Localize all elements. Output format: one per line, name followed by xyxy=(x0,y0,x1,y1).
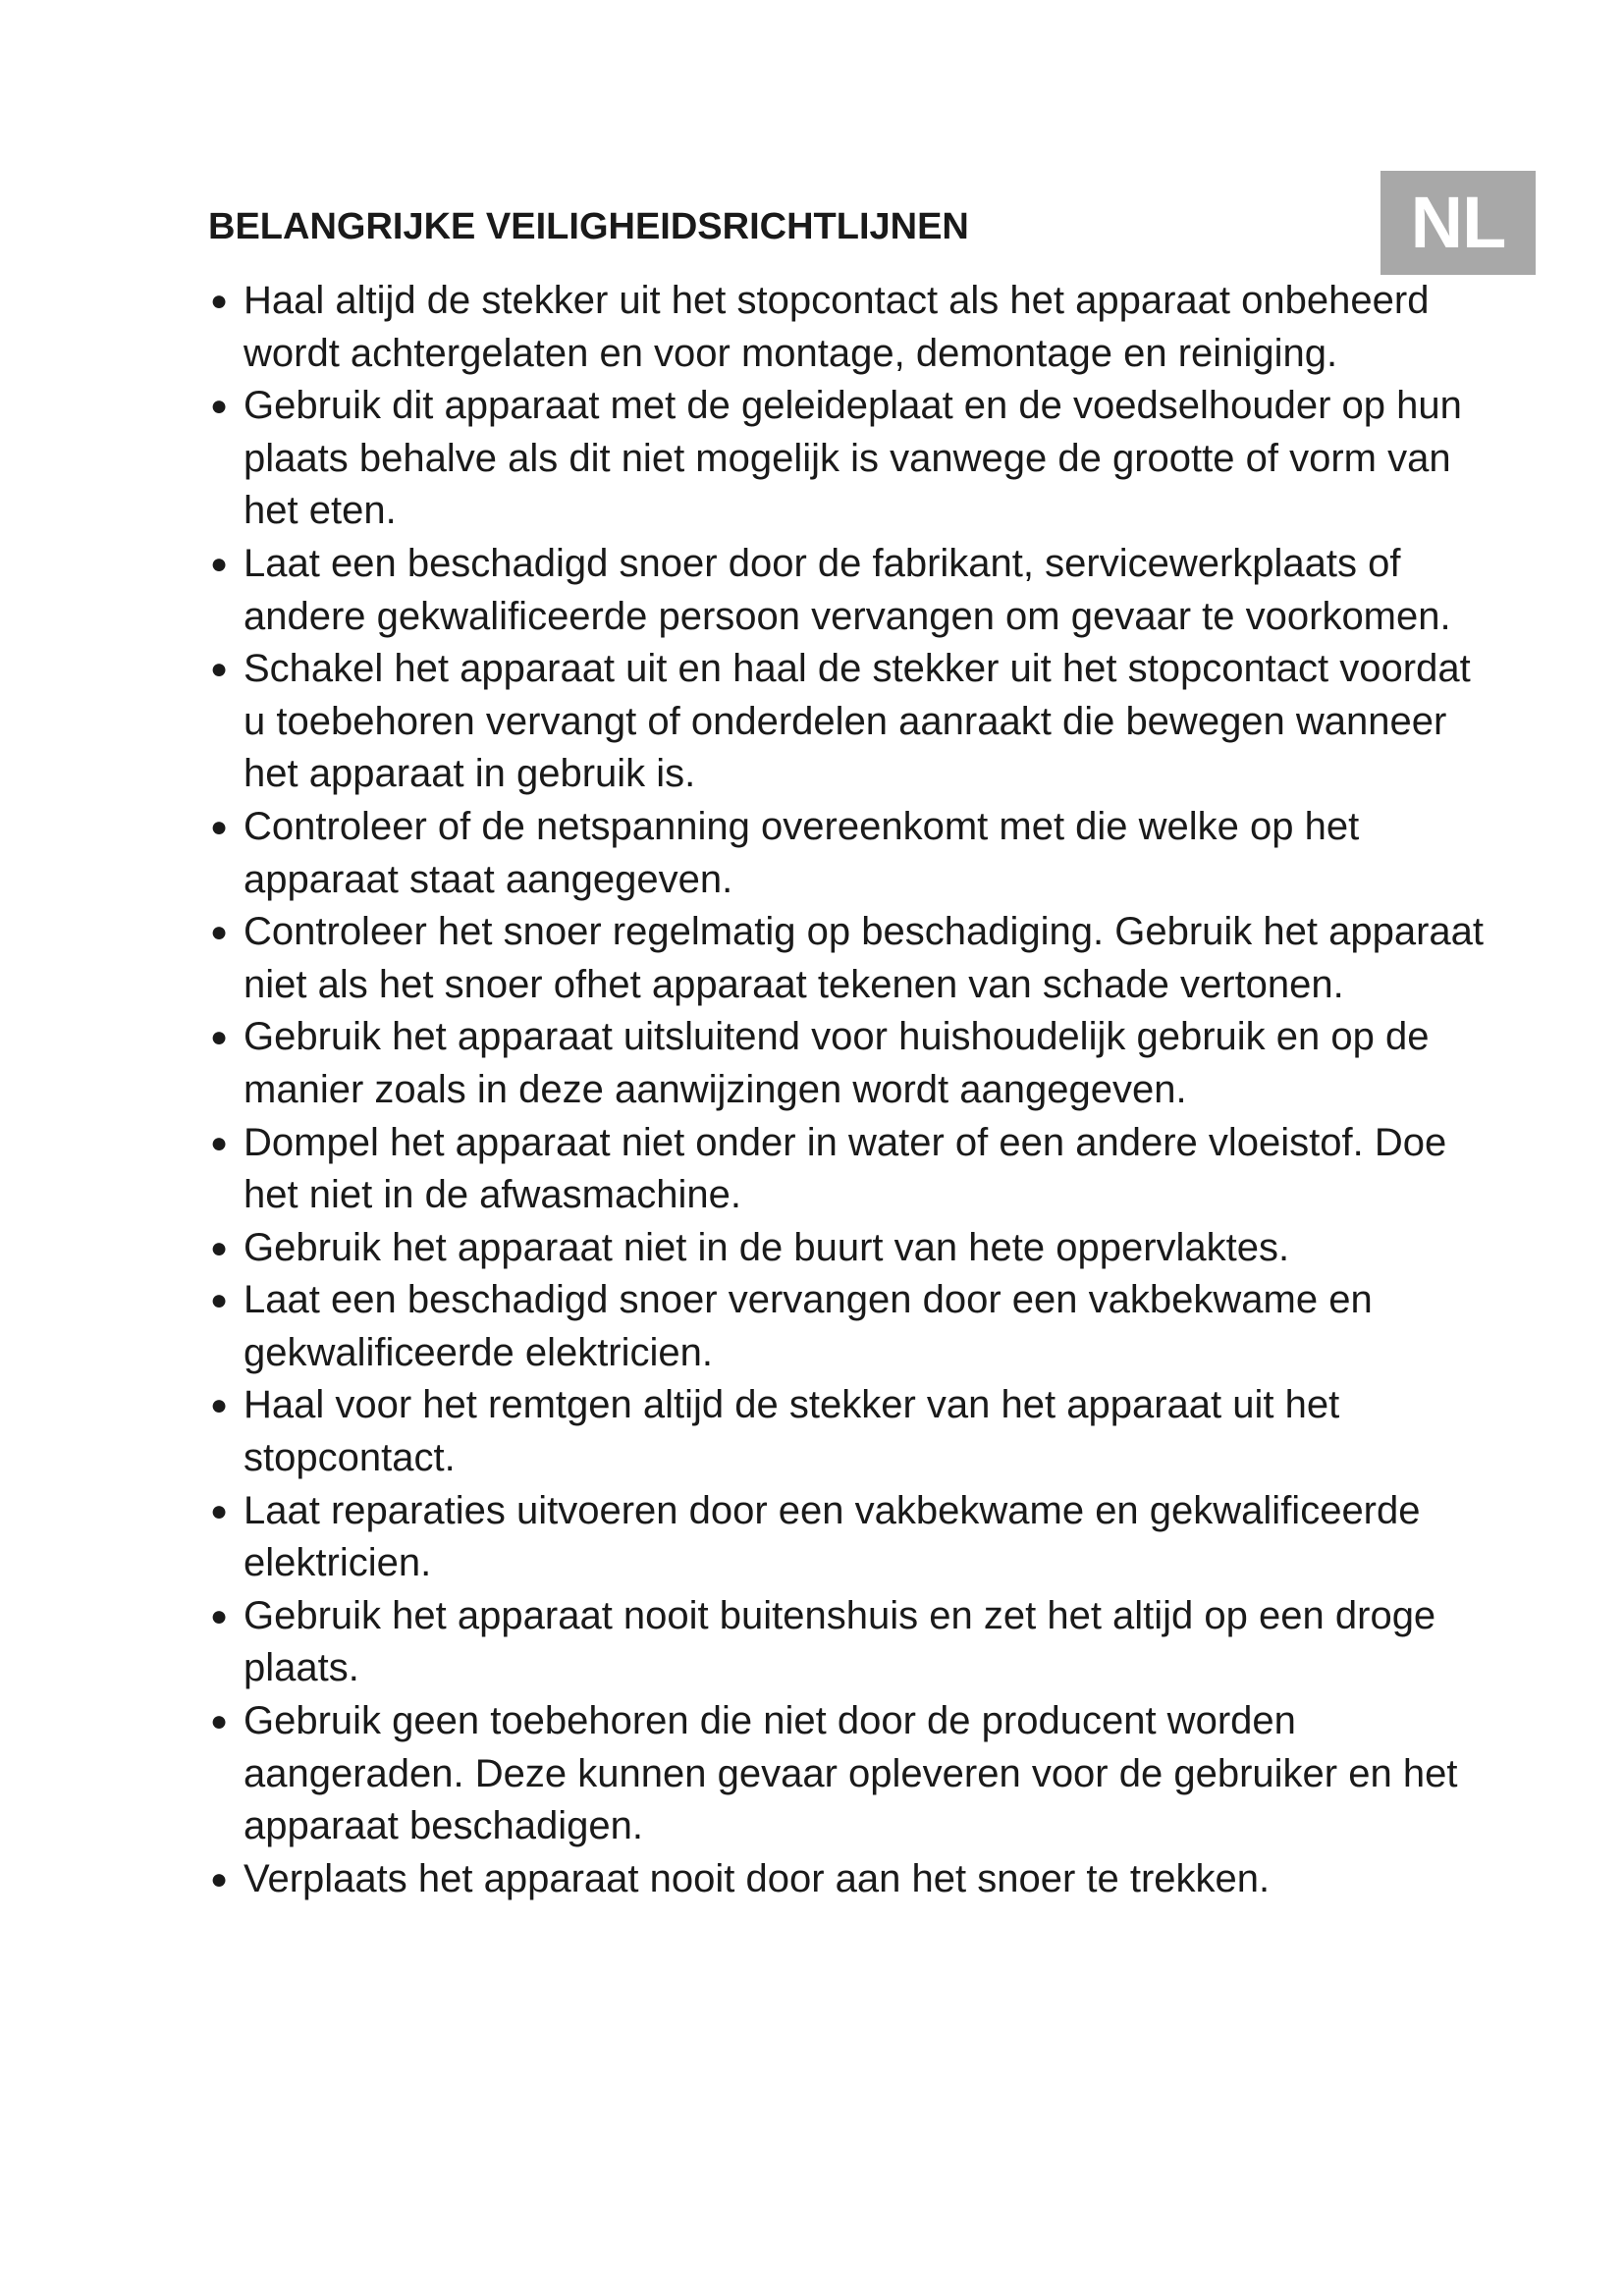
bullet-icon: ● xyxy=(210,1389,229,1422)
bullet-icon: ● xyxy=(210,653,229,686)
bullet-icon: ● xyxy=(210,1126,229,1159)
list-item-text: Controleer of de netspanning overeenkomt met die welke op het apparaat staat aangegeven. xyxy=(244,804,1360,901)
list-item xyxy=(208,380,1485,538)
bullet-icon: ● xyxy=(210,810,229,843)
list-item xyxy=(208,1590,1485,1695)
language-badge: NL xyxy=(1380,171,1536,275)
list-item-text: Laat een beschadigd snoer door de fabrikant, servicewerkplaats of andere gekwalificeerde persoon vervangen om gevaar te voorkomen. xyxy=(244,541,1451,638)
list-item xyxy=(208,1379,1485,1484)
list-item-text: Gebruik het apparaat nooit buitenshuis en zet het altijd op een droge plaats. xyxy=(244,1593,1436,1690)
bullet-icon: ● xyxy=(210,1705,229,1738)
list-item-text: Controleer het snoer regelmatig op beschadiging. Gebruik het apparaat niet als het snoer ofhet apparaat tekenen van schade vertonen. xyxy=(244,910,1485,1006)
bullet-icon: ● xyxy=(210,1599,229,1632)
list-item-text: Dompel het apparaat niet onder in water of een andere vloeistof. Doe het niet in de afwasmachine. xyxy=(244,1120,1447,1217)
list-item xyxy=(208,1011,1485,1116)
list-item xyxy=(208,643,1485,801)
safety-guidelines-list xyxy=(208,275,1485,1905)
list-item xyxy=(208,1485,1485,1590)
list-item-text: Haal altijd de stekker uit het stopcontact als het apparaat onbeheerd wordt achtergelaten en voor montage, demontage en reiniging. xyxy=(244,279,1430,375)
list-item-text: Gebruik geen toebehoren die niet door de producent worden aangeraden. Deze kunnen gevaar opleveren voor de gebruiker en het apparaat beschadigen. xyxy=(244,1699,1458,1848)
list-item-text: Gebruik dit apparaat met de geleideplaat en de voedselhouder op hun plaats behalve als dit niet mogelijk is vanwege de grootte of vorm van het eten. xyxy=(244,384,1462,533)
list-item xyxy=(208,1222,1485,1275)
list-item-text: Laat reparaties uitvoeren door een vakbekwame en gekwalificeerde elektricien. xyxy=(244,1488,1421,1585)
list-item-text: Gebruik het apparaat niet in de buurt van hete oppervlaktes. xyxy=(244,1225,1290,1269)
bullet-icon: ● xyxy=(210,390,229,423)
list-item xyxy=(208,538,1485,643)
list-item-text: Gebruik het apparaat uitsluitend voor huishoudelijk gebruik en op de manier zoals in deze aanwijzingen wordt aangegeven. xyxy=(244,1015,1430,1111)
list-item xyxy=(208,1695,1485,1853)
list-item xyxy=(208,1853,1485,1906)
list-item xyxy=(208,1117,1485,1222)
list-item xyxy=(208,801,1485,906)
bullet-icon: ● xyxy=(210,1021,229,1054)
bullet-icon: ● xyxy=(210,285,229,317)
list-item xyxy=(208,906,1485,1011)
list-item xyxy=(208,275,1485,380)
bullet-icon: ● xyxy=(210,1284,229,1317)
bullet-icon: ● xyxy=(210,1494,229,1527)
bullet-icon: ● xyxy=(210,547,229,580)
list-item-text: Haal voor het remtgen altijd de stekker van het apparaat uit het stopcontact. xyxy=(244,1383,1340,1480)
bullet-icon: ● xyxy=(210,1231,229,1264)
section-title: BELANGRIJKE VEILIGHEIDSRICHTLIJNEN xyxy=(208,206,969,247)
list-item-text: Schakel het apparaat uit en haal de stekker uit het stopcontact voordat u toebehoren vervangt of onderdelen aanraakt die bewegen wanneer het apparaat in gebruik is. xyxy=(244,647,1471,796)
list-item-text: Laat een beschadigd snoer vervangen door een vakbekwame en gekwalificeerde elektricien. xyxy=(244,1278,1373,1374)
bullet-icon: ● xyxy=(210,1862,229,1896)
list-item xyxy=(208,1274,1485,1379)
bullet-icon: ● xyxy=(210,916,229,949)
list-item-text: Verplaats het apparaat nooit door aan het snoer te trekken. xyxy=(244,1856,1271,1900)
